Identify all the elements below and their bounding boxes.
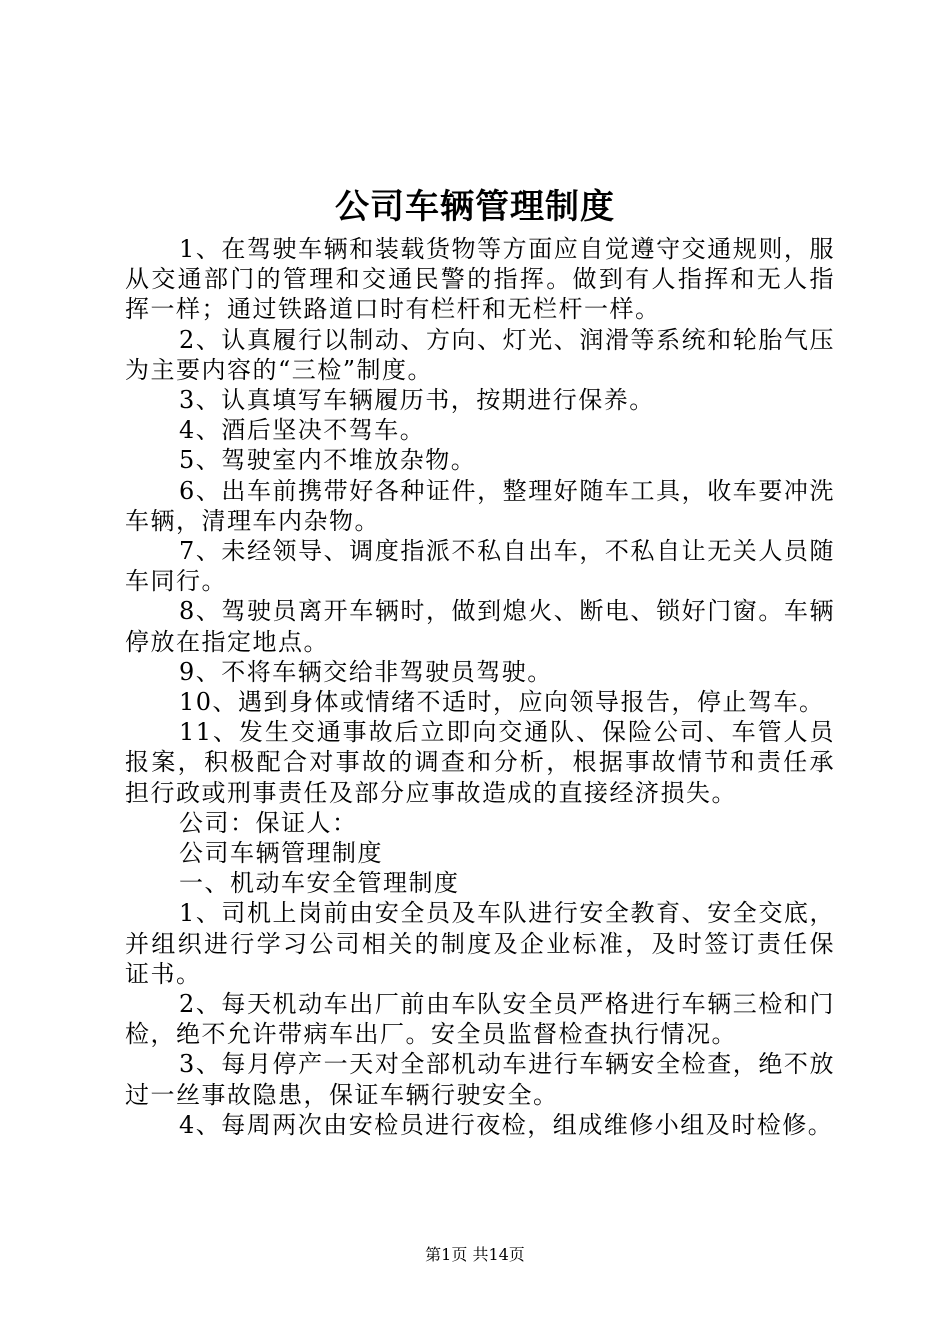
section-item-3: 3、每月停产一天对全部机动车进行车辆安全检查，绝不放过一丝事故隐患，保证车辆行驶安全。 xyxy=(125,1050,835,1109)
section-item-1: 1、司机上岗前由安全员及车队进行安全教育、安全交底，并组织进行学习公司相关的制度及企业标准，及时签订责任保证书。 xyxy=(125,899,835,988)
paragraph-9: 9、不将车辆交给非驾驶员驾驶。 xyxy=(179,657,553,686)
signature-line: 公司：保证人： xyxy=(179,808,358,837)
document-title: 公司车辆管理制度 xyxy=(335,187,615,227)
paragraph-7: 7、未经领导、调度指派不私自出车，不私自让无关人员随车同行。 xyxy=(125,537,835,596)
paragraph-10: 10、遇到身体或情绪不适时，应向领导报告，停止驾车。 xyxy=(179,688,825,717)
section-item-2: 2、每天机动车出厂前由车队安全员严格进行车辆三检和门检，绝不允许带病车出厂。安全员监督检查执行情况。 xyxy=(125,990,835,1049)
section-item-4: 4、每周两次由安检员进行夜检，组成维修小组及时检修。 xyxy=(179,1110,834,1139)
paragraph-5: 5、驾驶室内不堆放杂物。 xyxy=(179,446,477,475)
paragraph-2: 2、认真履行以制动、方向、灯光、润滑等系统和轮胎气压为主要内容的“三检”制度。 xyxy=(125,325,835,384)
paragraph-11: 11、发生交通事故后立即向交通队、保险公司、车管人员报案，积极配合对事故的调查和分析，根据事故情节和责任承担行政或刑事责任及部分应事故造成的直接经济损失。 xyxy=(125,718,835,807)
paragraph-3: 3、认真填写车辆履历书，按期进行保养。 xyxy=(179,386,655,415)
paragraph-4: 4、酒后坚决不驾车。 xyxy=(179,416,426,445)
paragraph-6: 6、出车前携带好各种证件，整理好随车工具，收车要冲洗车辆，清理车内杂物。 xyxy=(125,476,835,535)
document-body xyxy=(125,234,835,1140)
section-heading: 一、机动车安全管理制度 xyxy=(179,869,460,898)
paragraph-1: 1、在驾驶车辆和装载货物等方面应自觉遵守交通规则，服从交通部门的管理和交通民警的指挥。做到有人指挥和无人指挥一样；通过铁路道口时有栏杆和无栏杆一样。 xyxy=(125,235,835,324)
paragraph-8: 8、驾驶员离开车辆时，做到熄火、断电、锁好门窗。车辆停放在指定地点。 xyxy=(125,597,835,656)
page-footer: 第1页 共14页 xyxy=(425,1245,525,1264)
section-title: 公司车辆管理制度 xyxy=(179,839,383,868)
